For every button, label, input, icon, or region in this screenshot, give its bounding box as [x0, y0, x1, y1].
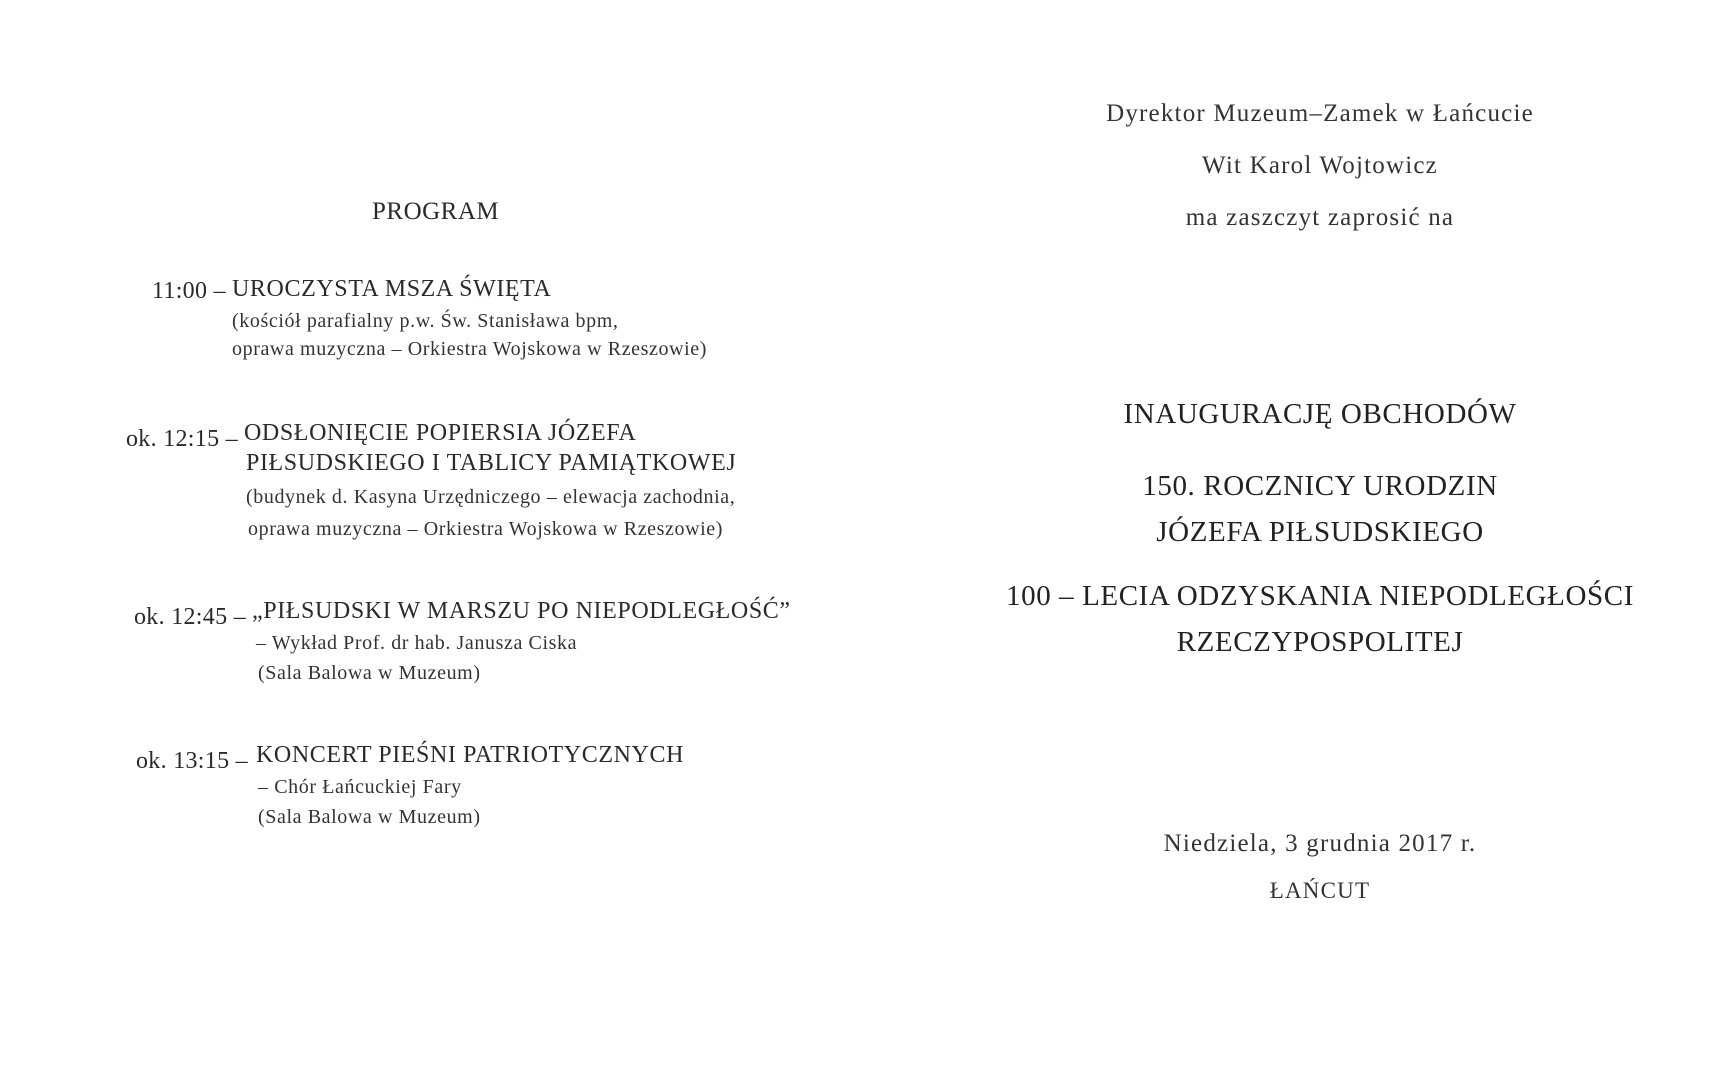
event-2-time: ok. 12:15 –	[126, 426, 238, 452]
host-name: Wit Karol Wojtowicz	[1202, 152, 1438, 179]
event-4-title: KONCERT PIEŚNI PATRIOTYCZNYCH	[256, 742, 685, 768]
event-date: Niedziela, 3 grudnia 2017 r.	[1163, 830, 1477, 857]
event-4-detail-2: (Sala Balowa w Muzeum)	[258, 806, 481, 828]
headline-inauguration: INAUGURACJĘ OBCHODÓW	[1123, 398, 1517, 430]
event-2-detail-1: (budynek d. Kasyna Urzędniczego – elewacja zachodnia,	[246, 486, 736, 508]
event-1-detail-1: (kościół parafialny p.w. Św. Stanisława bpm,	[232, 310, 619, 332]
headline-name: JÓZEFA PIŁSUDSKIEGO	[1156, 516, 1484, 548]
event-2-detail-2: oprawa muzyczna – Orkiestra Wojskowa w Rzeszowie)	[248, 518, 724, 540]
event-1-title: UROCZYSTA MSZA ŚWIĘTA	[232, 276, 552, 302]
invite-text: ma zaszczyt zaprosić na	[1185, 204, 1455, 231]
host-line: Dyrektor Muzeum–Zamek w Łańcucie	[1106, 100, 1534, 127]
event-1-detail-2: oprawa muzyczna – Orkiestra Wojskowa w Rzeszowie)	[232, 338, 708, 360]
event-4-time: ok. 13:15 –	[136, 748, 248, 774]
event-place: ŁAŃCUT	[1269, 878, 1371, 903]
headline-republic: RZECZYPOSPOLITEJ	[1176, 626, 1464, 658]
event-3-title: „PIŁSUDSKI W MARSZU PO NIEPODLEGŁOŚĆ”	[252, 598, 791, 624]
headline-independence: 100 – LECIA ODZYSKANIA NIEPODLEGŁOŚCI	[1006, 580, 1634, 612]
event-1-time: 11:00 –	[152, 278, 226, 304]
event-2-title-2: PIŁSUDSKIEGO I TABLICY PAMIĄTKOWEJ	[246, 450, 737, 476]
event-3-time: ok. 12:45 –	[134, 604, 246, 630]
event-3-detail-2: (Sala Balowa w Muzeum)	[258, 662, 481, 684]
event-4-detail-1: – Chór Łańcuckiej Fary	[258, 776, 462, 798]
headline-anniversary: 150. ROCZNICY URODZIN	[1142, 470, 1498, 502]
event-2-title-1: ODSŁONIĘCIE POPIERSIA JÓZEFA	[244, 420, 637, 446]
event-3-detail-1: – Wykład Prof. dr hab. Janusza Ciska	[256, 632, 578, 654]
program-title: PROGRAM	[372, 198, 500, 225]
